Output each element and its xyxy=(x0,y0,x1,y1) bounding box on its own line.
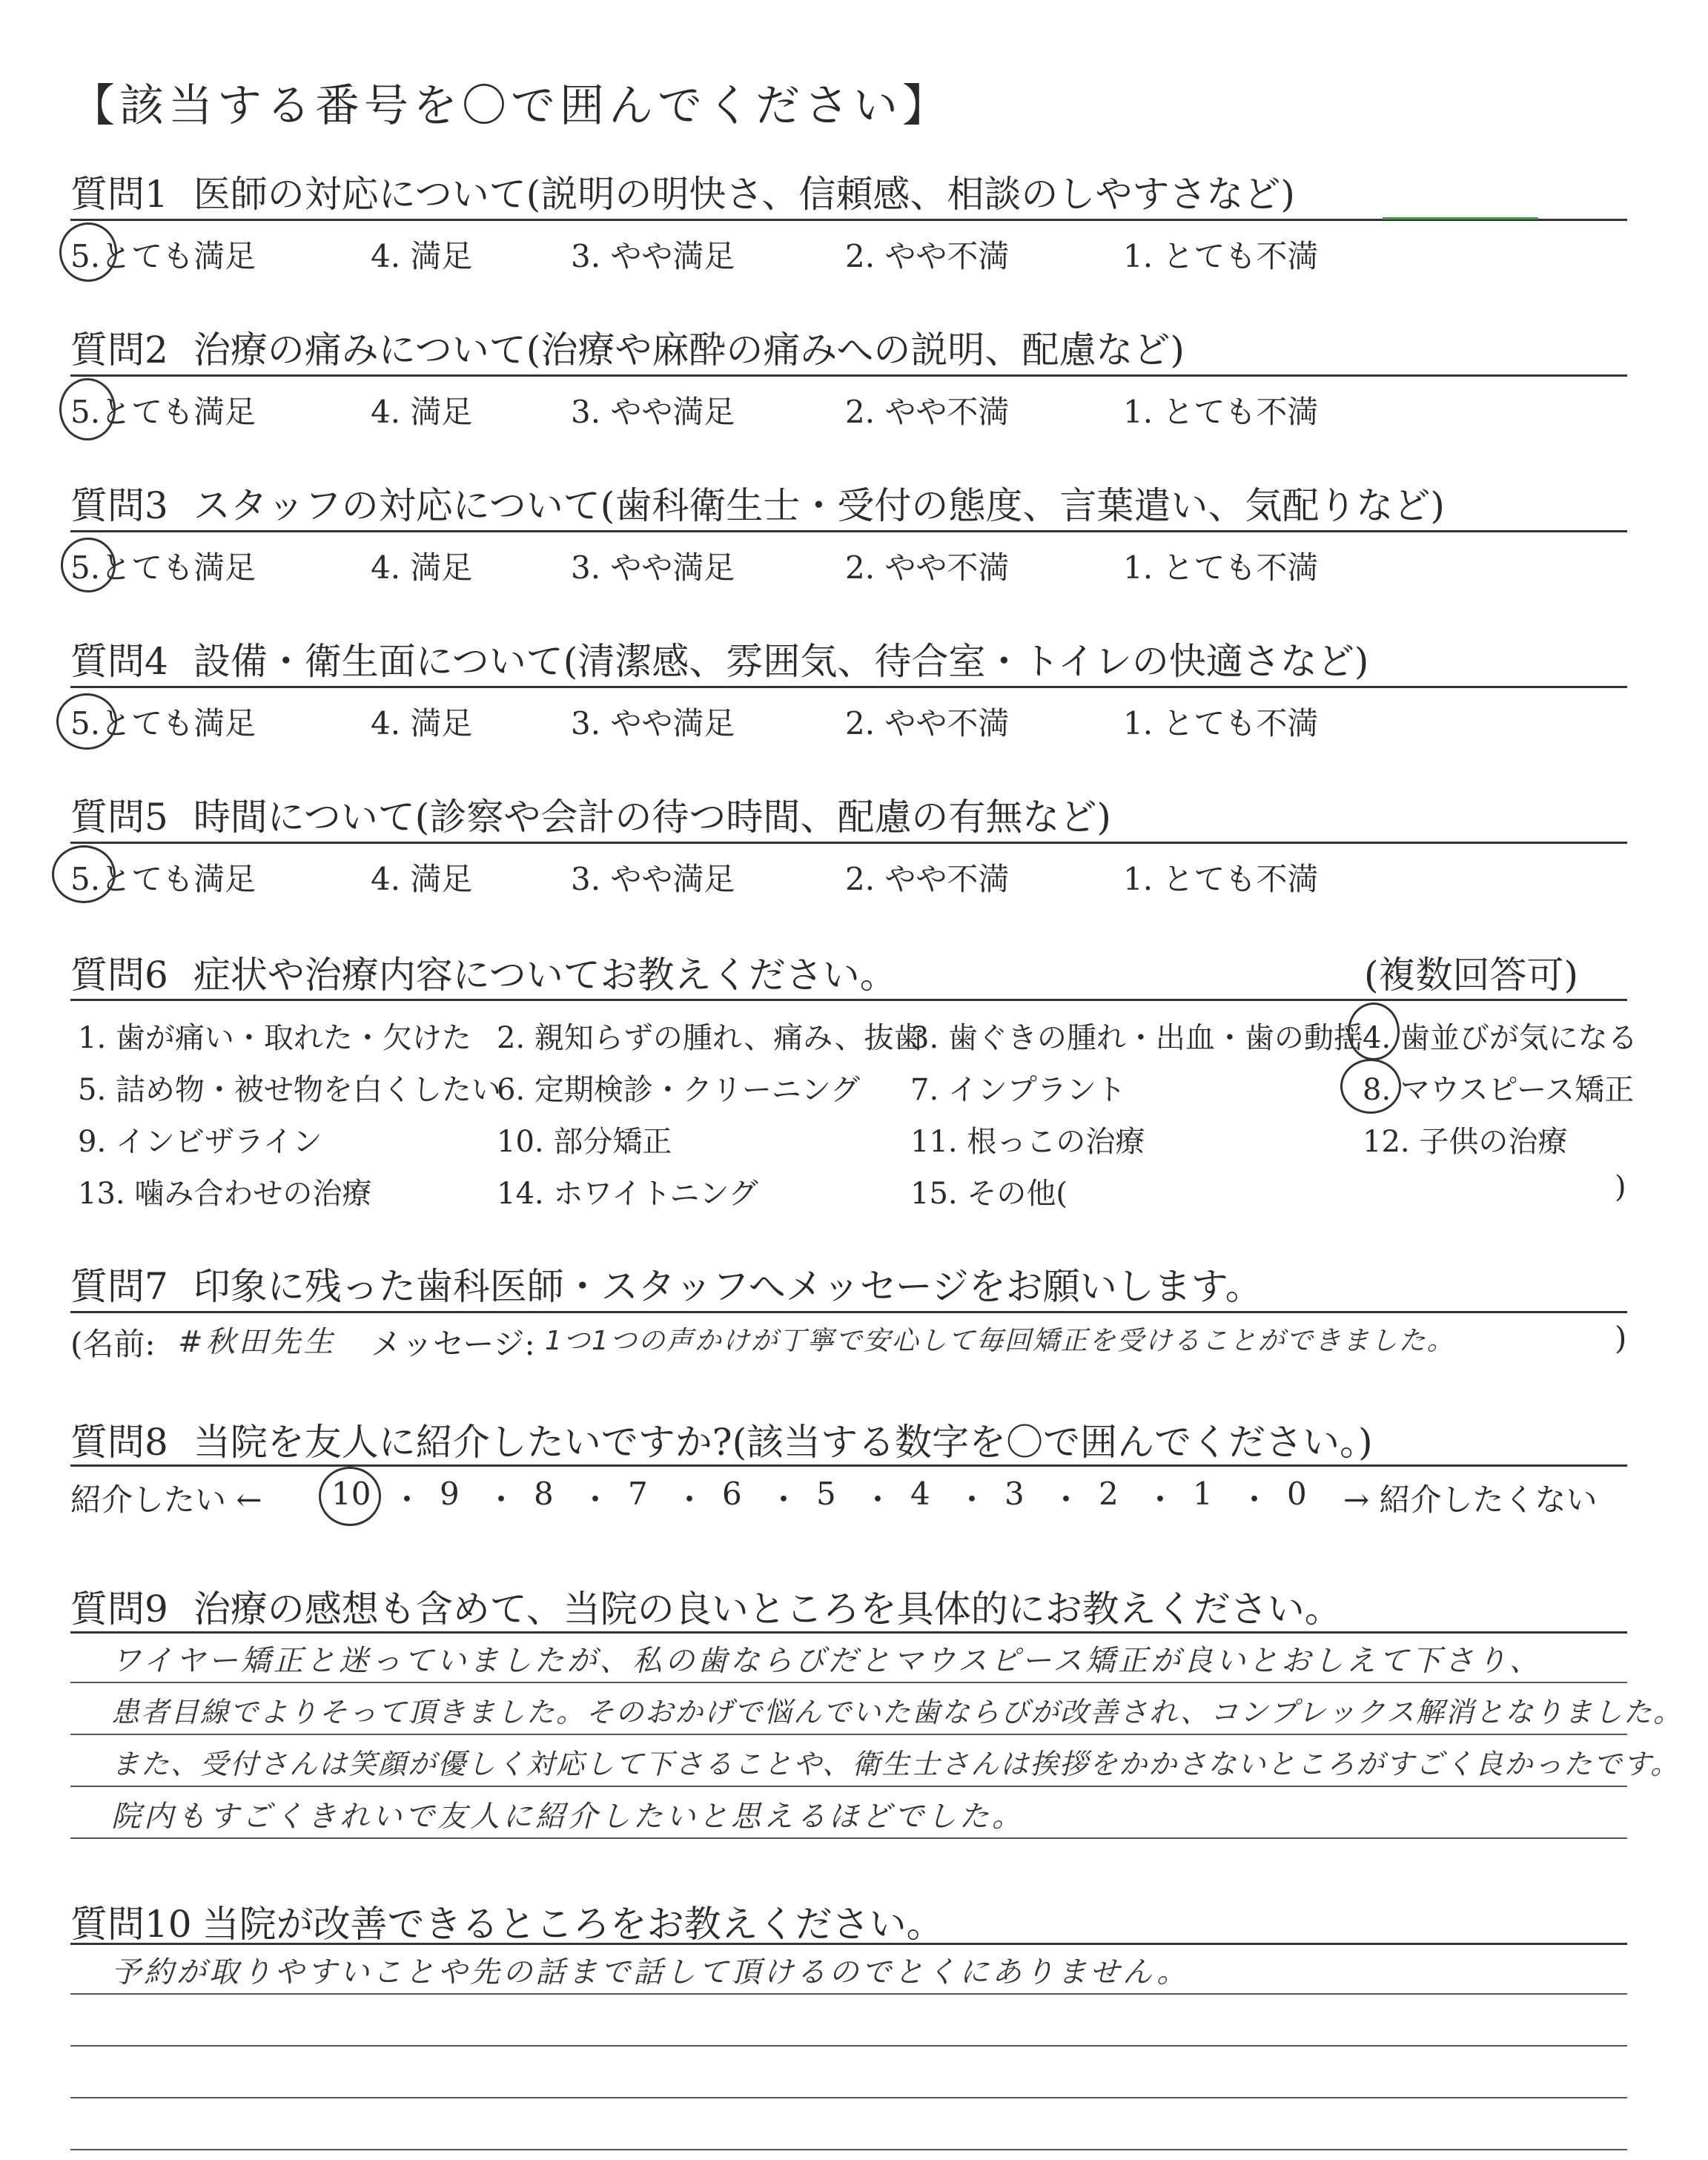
scale-dot: ・ xyxy=(1239,1482,1271,1518)
scale-10[interactable]: 10 xyxy=(331,1476,371,1512)
recommend-right-label: → 紹介したくない xyxy=(1343,1482,1598,1518)
scale-dot: ・ xyxy=(1145,1482,1176,1518)
scale-3[interactable]: 3 xyxy=(1004,1476,1025,1512)
question-text: 当院を友人に紹介したいですか?(該当する数字を〇で囲んでください。) xyxy=(193,1421,1373,1464)
q9-answer-line-3[interactable]: また、受付さんは笑顔が優しく対応して下さることや、衛生士さんは挨拶をかかさないところがすごく良かったです。 xyxy=(111,1748,1681,1780)
q3-option-5[interactable]: 5.とても満足 xyxy=(70,549,256,586)
q5-option-4[interactable]: 4. 満足 xyxy=(371,861,473,897)
q4-option-4[interactable]: 4. 満足 xyxy=(371,705,473,742)
q4-option-2[interactable]: 2. やや不満 xyxy=(845,705,1010,742)
scale-7[interactable]: 7 xyxy=(628,1476,648,1512)
question-number: 質問3 xyxy=(70,484,168,527)
q4-option-3[interactable]: 3. やや満足 xyxy=(571,705,735,742)
scale-dot: ・ xyxy=(391,1482,423,1518)
scale-0[interactable]: 0 xyxy=(1287,1476,1307,1512)
q6-item-9[interactable]: 9. インビザライン xyxy=(78,1125,322,1159)
question-7-title xyxy=(70,1257,1262,1310)
q1-option-3[interactable]: 3. やや満足 xyxy=(571,238,735,274)
question-text: 当院が改善できるところをお教えください。 xyxy=(202,1903,944,1946)
q9-answer-line-2[interactable]: 患者目線でよりそって頂きました。そのおかげで悩んでいた歯ならびが改善され、コンプレックス解消となりました。 xyxy=(111,1696,1684,1728)
q6-item-8[interactable]: 8. マウスピース矯正 xyxy=(1363,1073,1635,1107)
question-3-title xyxy=(70,476,1445,529)
question-number: 質問7 xyxy=(70,1265,168,1308)
selection-circle xyxy=(59,378,116,440)
divider xyxy=(70,530,1627,532)
q4-option-5[interactable]: 5.とても満足 xyxy=(70,705,256,742)
q1-option-2[interactable]: 2. やや不満 xyxy=(845,238,1010,274)
selection-circle xyxy=(319,1467,381,1526)
q6-item-7[interactable]: 7. インプラント xyxy=(910,1073,1126,1107)
q6-item-11[interactable]: 11. 根っこの治療 xyxy=(910,1125,1145,1159)
question-number: 質問4 xyxy=(70,640,168,683)
q1-option-4[interactable]: 4. 満足 xyxy=(371,238,473,274)
question-6-title xyxy=(70,945,897,999)
question-9-title xyxy=(70,1579,1342,1633)
question-text: 治療の痛みについて(治療や麻酔の痛みへの説明、配慮など) xyxy=(193,328,1185,371)
scale-dot: ・ xyxy=(580,1482,612,1518)
q6-item-1[interactable]: 1. 歯が痛い・取れた・欠けた xyxy=(78,1021,471,1055)
answer-line xyxy=(70,2097,1627,2098)
question-number: 質問10 xyxy=(70,1903,192,1946)
q7-close-paren: ) xyxy=(1615,1320,1627,1356)
question-text: 印象に残った歯科医師・スタッフへメッセージをお願いします。 xyxy=(193,1265,1262,1308)
answer-line xyxy=(70,1837,1627,1839)
q5-option-5[interactable]: 5.とても満足 xyxy=(70,861,256,897)
q6-item-2[interactable]: 2. 親知らずの腫れ、痛み、抜歯 xyxy=(497,1021,924,1055)
scale-1[interactable]: 1 xyxy=(1193,1476,1213,1512)
scale-5[interactable]: 5 xyxy=(816,1476,836,1512)
message-handwritten[interactable]: 1つ1つの声かけが丁寧で安心して毎回矯正を受けることができました。 xyxy=(545,1326,1455,1356)
question-number: 質問5 xyxy=(70,796,168,839)
scale-dot: ・ xyxy=(1050,1482,1082,1518)
answer-line xyxy=(70,2149,1627,2150)
q6-item-6[interactable]: 6. 定期検診・クリーニング xyxy=(497,1073,861,1107)
q5-option-1[interactable]: 1. とても不満 xyxy=(1123,861,1319,897)
scale-8[interactable]: 8 xyxy=(534,1476,554,1512)
scale-9[interactable]: 9 xyxy=(440,1476,460,1512)
page-title: 【該当する番号を〇で囲んでください】 xyxy=(70,80,951,132)
q6-item-15[interactable]: 15. その他( xyxy=(910,1177,1068,1211)
scale-dot: ・ xyxy=(862,1482,894,1518)
q3-option-1[interactable]: 1. とても不満 xyxy=(1123,549,1319,586)
question-1-title xyxy=(70,165,1295,218)
q5-option-2[interactable]: 2. やや不満 xyxy=(845,861,1010,897)
question-10-title xyxy=(70,1895,944,1948)
scale-dot: ・ xyxy=(486,1482,517,1518)
scale-dot: ・ xyxy=(674,1482,706,1518)
answer-line xyxy=(70,2045,1627,2047)
q9-answer-line-1[interactable]: ワイヤー矯正と迷っていましたが、私の歯ならびだとマウスピース矯正が良いとおしえて下さり、 xyxy=(111,1644,1542,1678)
selection-circle xyxy=(1348,1003,1400,1060)
question-text: 症状や治療内容についてお教えください。 xyxy=(193,954,897,997)
selection-circle xyxy=(59,222,117,282)
question-number: 質問6 xyxy=(70,954,168,997)
q2-option-1[interactable]: 1. とても不満 xyxy=(1123,394,1319,430)
q9-answer-line-4[interactable]: 院内もすごくきれいで友人に紹介したいと思えるほどでした。 xyxy=(111,1800,1025,1834)
question-text: スタッフの対応について(歯科衛生士・受付の態度、言葉遣い、気配りなど) xyxy=(193,484,1445,527)
question-4-title xyxy=(70,632,1368,685)
question-number: 質問1 xyxy=(70,173,168,216)
question-number: 質問8 xyxy=(70,1421,168,1464)
divider xyxy=(70,686,1627,688)
divider xyxy=(70,999,1627,1001)
scale-4[interactable]: 4 xyxy=(910,1476,930,1512)
question-number: 質問2 xyxy=(70,328,168,371)
divider xyxy=(70,1943,1627,1945)
divider xyxy=(70,842,1627,844)
q6-other-close-paren: ) xyxy=(1615,1170,1626,1204)
green-mark xyxy=(1383,217,1538,219)
q4-option-1[interactable]: 1. とても不満 xyxy=(1123,705,1319,742)
q6-item-13[interactable]: 13. 噛み合わせの治療 xyxy=(78,1177,372,1211)
q3-option-3[interactable]: 3. やや満足 xyxy=(571,549,735,586)
answer-line xyxy=(70,1993,1627,1995)
q6-item-12[interactable]: 12. 子供の治療 xyxy=(1363,1125,1568,1159)
question-text: 時間について(診察や会計の待つ時間、配慮の有無など) xyxy=(193,796,1111,839)
q6-item-4[interactable]: 4. 歯並びが気になる xyxy=(1363,1021,1638,1055)
answer-line xyxy=(70,1786,1627,1787)
q6-item-3[interactable]: 3. 歯ぐきの腫れ・出血・歯の動揺 xyxy=(910,1021,1363,1055)
selection-circle xyxy=(56,693,117,750)
q2-option-2[interactable]: 2. やや不満 xyxy=(845,394,1010,430)
divider xyxy=(70,1311,1627,1313)
scale-6[interactable]: 6 xyxy=(722,1476,742,1512)
divider xyxy=(70,1464,1627,1467)
answer-line xyxy=(70,1682,1627,1683)
scale-dot: ・ xyxy=(956,1482,988,1518)
question-number: 質問9 xyxy=(70,1588,168,1631)
scale-dot: ・ xyxy=(768,1482,800,1518)
q1-option-5[interactable]: 5.とても満足 xyxy=(70,238,256,274)
name-handwritten[interactable]: #秋田先生 xyxy=(178,1325,337,1359)
name-label: (名前: xyxy=(70,1326,156,1362)
question-text: 治療の感想も含めて、当院の良いところを具体的にお教えください。 xyxy=(193,1588,1342,1631)
divider xyxy=(70,374,1627,377)
q6-item-10[interactable]: 10. 部分矯正 xyxy=(497,1125,672,1159)
recommend-left-label: 紹介したい ← xyxy=(70,1482,262,1518)
q2-option-4[interactable]: 4. 満足 xyxy=(371,394,473,430)
q10-answer-line-1[interactable]: 予約が取りやすいことや先の話まで話して頂けるのでとくにありません。 xyxy=(111,1955,1190,1989)
message-label: メッセージ: xyxy=(371,1326,535,1362)
question-text: 医師の対応について(説明の明快さ、信頼感、相談のしやすさなど) xyxy=(193,173,1295,216)
selection-circle xyxy=(61,538,116,592)
q3-option-4[interactable]: 4. 満足 xyxy=(371,549,473,586)
q2-option-5[interactable]: 5.とても満足 xyxy=(70,394,256,430)
selection-circle xyxy=(1340,1059,1401,1114)
question-5-title xyxy=(70,787,1111,841)
question-2-title xyxy=(70,320,1185,374)
q5-option-3[interactable]: 3. やや満足 xyxy=(571,861,735,897)
q1-option-1[interactable]: 1. とても不満 xyxy=(1123,238,1319,274)
selection-circle xyxy=(52,845,116,903)
q2-option-3[interactable]: 3. やや満足 xyxy=(571,394,735,430)
scale-2[interactable]: 2 xyxy=(1099,1476,1119,1512)
q6-item-5[interactable]: 5. 詰め物・被せ物を白くしたい xyxy=(78,1073,501,1107)
divider xyxy=(70,1631,1627,1634)
q6-item-14[interactable]: 14. ホワイトニング xyxy=(497,1177,758,1211)
question-8-title xyxy=(70,1413,1373,1466)
question-text: 設備・衛生面について(清潔感、雰囲気、待合室・トイレの快適さなど) xyxy=(193,640,1369,683)
q3-option-2[interactable]: 2. やや不満 xyxy=(845,549,1010,586)
multiple-answer-note: (複数回答可) xyxy=(1364,954,1579,997)
answer-line xyxy=(70,1734,1627,1735)
